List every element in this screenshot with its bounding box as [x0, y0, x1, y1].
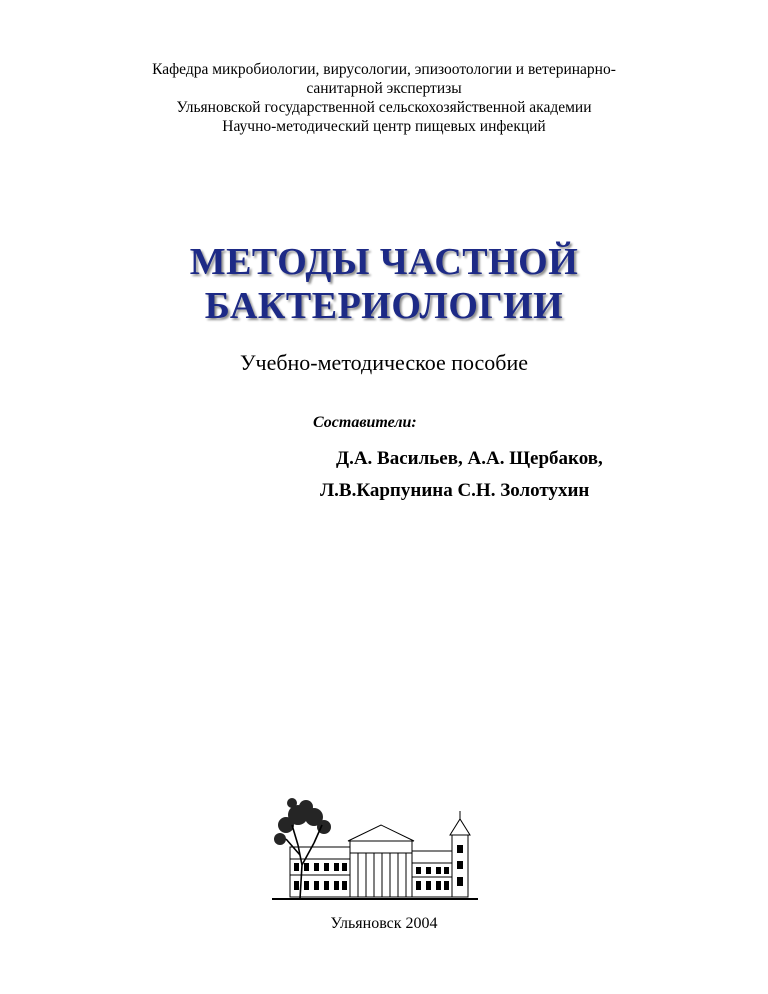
header-line-1: Кафедра микробиологии, вирусологии, эпизоотологии и ветеринарно- — [152, 61, 616, 78]
document-subtitle: Учебно-методическое пособие — [239, 350, 529, 375]
document-title — [60, 240, 708, 328]
compilers-label: Составители: — [313, 414, 417, 431]
title-line-1: МЕТОДЫ ЧАСТНОЙ — [189, 241, 579, 283]
title-line-2: БАКТЕРИОЛОГИИ — [204, 285, 564, 327]
header-line-3: Ульяновской государственной сельскохозяйственной академии — [176, 99, 592, 116]
institution-header — [60, 60, 708, 136]
authors-line-2: Л.В.Карпунина С.Н. Золотухин — [320, 480, 590, 501]
authors-line-1: Д.А. Васильев, А.А. Щербаков, — [336, 448, 603, 469]
city-year: Ульяновск 2004 — [330, 915, 438, 932]
header-line-2: санитарной экспертизы — [306, 80, 462, 97]
academy-building-logo — [270, 795, 480, 905]
header-line-4: Научно-методический центр пищевых инфекций — [222, 118, 546, 135]
authors-list — [320, 443, 660, 507]
